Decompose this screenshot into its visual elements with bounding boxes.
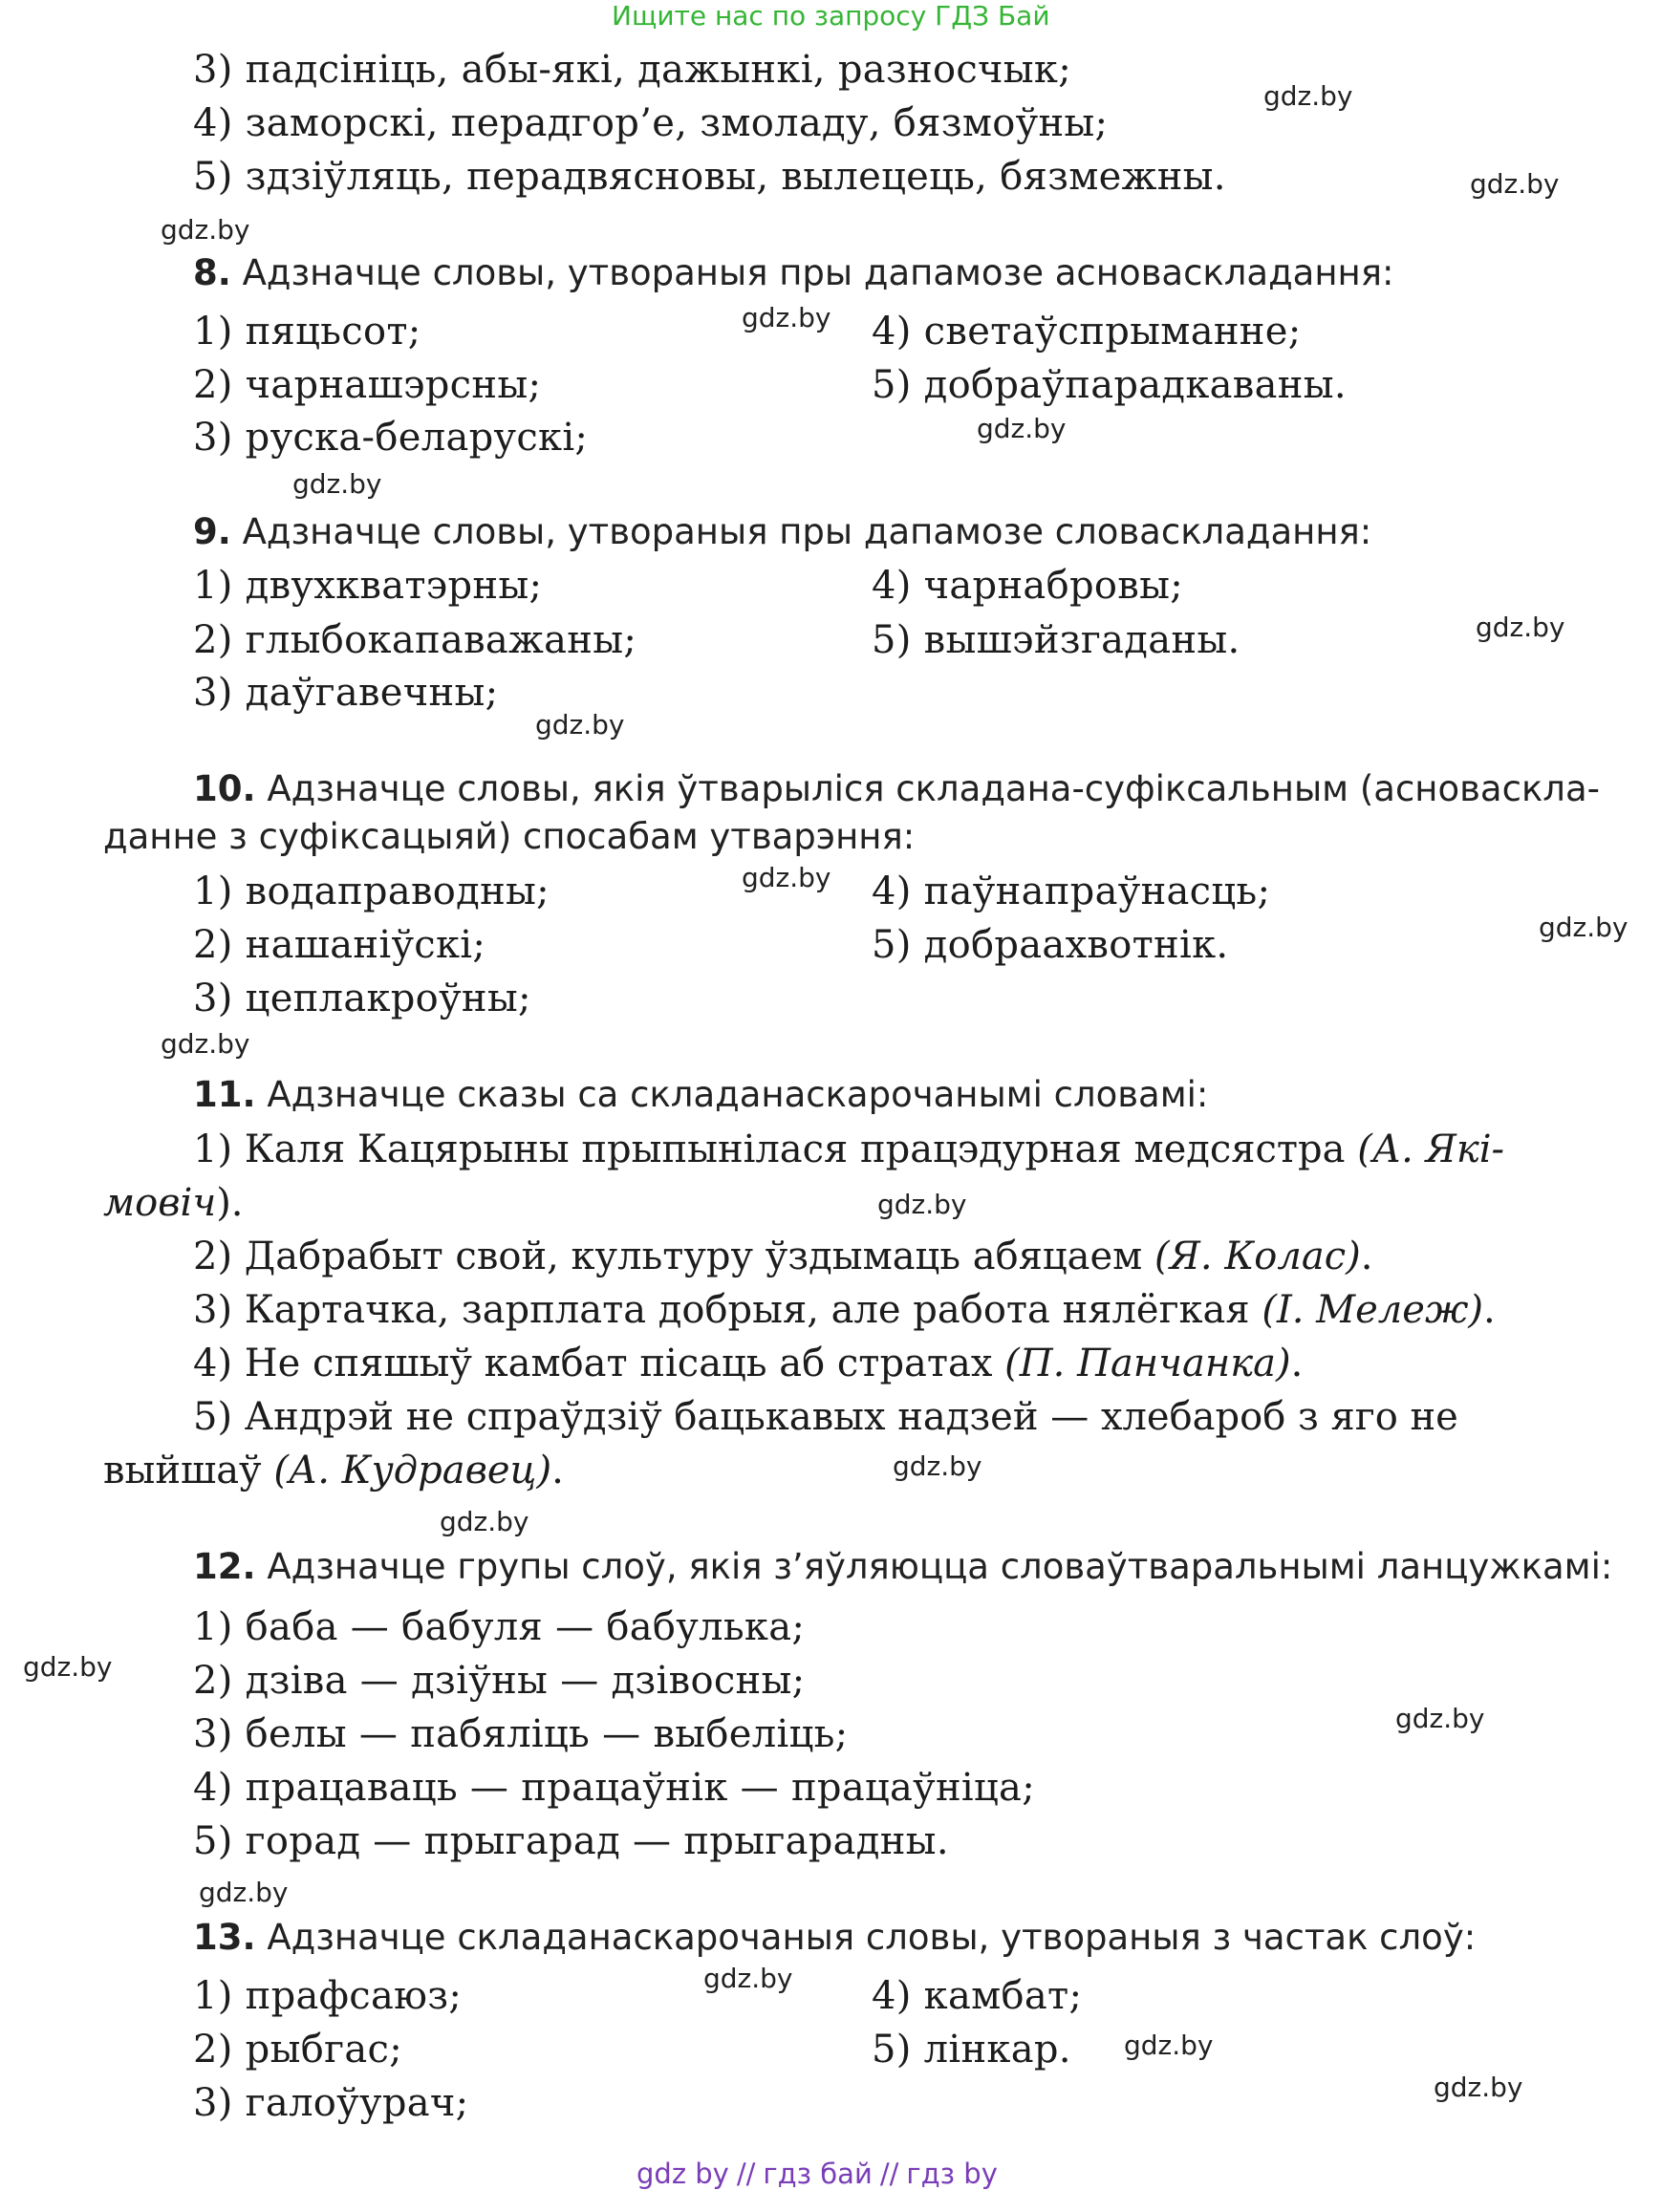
author-citation: (А. Які- <box>1357 1127 1505 1171</box>
question-text: Адзначце сказы са складанаскарочанымі словамі: <box>267 1074 1209 1115</box>
watermark: gdz.by <box>742 302 831 333</box>
sentence-end: . <box>1290 1342 1304 1385</box>
question-number: 10. <box>193 768 256 809</box>
watermark: gdz.by <box>440 1506 529 1537</box>
question-11 <box>193 1074 1208 1115</box>
footer-link-gdz-by-cyr[interactable]: гдз by <box>906 2158 998 2190</box>
question-9 <box>193 511 1371 552</box>
q9-option-4: 4) чарнабровы; <box>872 564 1183 608</box>
author-citation: (А. Кудравец) <box>273 1449 552 1493</box>
question-text: Адзначце словы, якія ўтварыліся складана-суфіксальным (асноваскла- <box>267 768 1600 809</box>
question-text: Адзначце словы, утвораныя пры дапамозе асноваскладання: <box>242 252 1394 293</box>
sentence-4 <box>193 1342 1303 1385</box>
q8-option-1: 1) пяцьсот; <box>193 310 421 354</box>
question-number: 9. <box>193 511 231 552</box>
watermark: gdz.by <box>1434 2072 1523 2103</box>
q9-option-5: 5) вышэйзгаданы. <box>872 618 1240 662</box>
sentence-text: выйшаў <box>103 1449 262 1493</box>
question-10-line-2: данне з суфіксацыяй) спосабам утварэння: <box>103 816 916 857</box>
sentence-end: . <box>1483 1288 1496 1332</box>
q8-option-2: 2) чарнашэрсны; <box>193 363 542 407</box>
watermark: gdz.by <box>1539 912 1629 943</box>
watermark: gdz.by <box>161 1028 250 1060</box>
q10-option-5: 5) добраахвотнік. <box>872 923 1229 967</box>
watermark: gdz.by <box>535 709 625 741</box>
watermark: gdz.by <box>703 1963 793 1994</box>
sentence-3 <box>193 1288 1496 1332</box>
question-13 <box>193 1917 1476 1958</box>
q13-option-5: 5) лінкар. <box>872 2028 1071 2072</box>
watermark: gdz.by <box>199 1877 289 1908</box>
watermark: gdz.by <box>977 413 1067 444</box>
sentence-2 <box>193 1235 1372 1278</box>
sentence-5-line-2 <box>103 1449 564 1493</box>
sentence-end: . <box>551 1449 564 1493</box>
watermark: gdz.by <box>292 468 382 500</box>
question-12 <box>193 1546 1612 1587</box>
q9-option-2: 2) глыбокапаважаны; <box>193 618 637 662</box>
sentence-text: 2) Дабрабыт свой, культуру ўздымаць абяцаем <box>193 1235 1143 1278</box>
q8-option-4: 4) светаўспрыманне; <box>872 310 1302 354</box>
q12-option-1: 1) баба — бабуля — бабулька; <box>193 1605 806 1649</box>
footer-link-gdz-bai[interactable]: гдз бай <box>763 2158 873 2190</box>
watermark: gdz.by <box>1395 1703 1485 1734</box>
top-banner[interactable]: Ищите нас по запросу ГДЗ Бай <box>612 0 1050 32</box>
author-citation: (І. Мележ) <box>1262 1288 1484 1332</box>
watermark: gdz.by <box>1124 2029 1214 2061</box>
option-5: 5) здзіўляць, перадвясновы, вылецець, бязмежны. <box>193 155 1226 199</box>
watermark: gdz.by <box>742 862 831 893</box>
watermark: gdz.by <box>1476 612 1565 643</box>
q9-option-3: 3) даўгавечны; <box>193 671 499 715</box>
question-text: Адзначце складанаскарочаныя словы, утвораныя з частак слоў: <box>267 1917 1477 1958</box>
watermark: gdz.by <box>1470 168 1560 200</box>
watermark: gdz.by <box>893 1450 982 1482</box>
q12-option-4: 4) працаваць — працаўнік — працаўніца; <box>193 1766 1035 1810</box>
q12-option-5: 5) горад — прыгарад — прыгарадны. <box>193 1819 949 1863</box>
sentence-1 <box>193 1127 1504 1171</box>
author-citation: (П. Панчанка) <box>1004 1342 1291 1385</box>
sentence-text: 4) Не спяшыў камбат пісаць аб стратах <box>193 1342 993 1385</box>
q10-option-3: 3) цеплакроўны; <box>193 977 531 1020</box>
q9-option-1: 1) двухкватэрны; <box>193 564 543 608</box>
question-8 <box>193 252 1393 293</box>
question-number: 12. <box>193 1546 256 1587</box>
q8-option-3: 3) руска-беларускі; <box>193 416 589 460</box>
q13-option-2: 2) рыбгас; <box>193 2028 402 2072</box>
question-number: 11. <box>193 1074 256 1115</box>
option-4: 4) заморскі, перадгор’е, змоладу, бязмоўны; <box>193 101 1109 145</box>
sentence-1-line-2 <box>103 1181 244 1225</box>
footer-link-gdz-by[interactable]: gdz by <box>636 2158 729 2190</box>
question-10 <box>193 768 1600 809</box>
question-text: Адзначце словы, утвораныя пры дапамозе словаскладання: <box>242 511 1372 552</box>
footer-links <box>636 2158 998 2190</box>
author-citation: (Я. Колас) <box>1154 1235 1361 1278</box>
watermark: gdz.by <box>1263 80 1353 112</box>
q12-option-2: 2) дзіва — дзіўны — дзівосны; <box>193 1659 806 1703</box>
q13-option-4: 4) камбат; <box>872 1974 1083 2018</box>
watermark: gdz.by <box>23 1651 113 1683</box>
q10-option-1: 1) водаправодны; <box>193 870 550 913</box>
sentence-text: 1) Каля Кацярыны прыпынілася працэдурная медсястра <box>193 1127 1346 1171</box>
author-citation: мовіч <box>103 1181 217 1225</box>
sentence-end: ). <box>216 1181 244 1225</box>
q12-option-3: 3) белы — пабяліць — выбеліць; <box>193 1712 849 1756</box>
watermark: gdz.by <box>877 1189 967 1220</box>
q10-option-2: 2) нашаніўскі; <box>193 923 486 967</box>
q13-option-3: 3) галоўурач; <box>193 2081 469 2125</box>
q13-option-1: 1) прафсаюз; <box>193 1974 463 2018</box>
footer-separator: // <box>736 2158 756 2190</box>
question-number: 8. <box>193 252 231 293</box>
footer-separator: // <box>879 2158 899 2190</box>
sentence-end: . <box>1360 1235 1373 1278</box>
watermark: gdz.by <box>161 214 250 246</box>
question-number: 13. <box>193 1917 256 1958</box>
question-text: Адзначце групы слоў, якія з’яўляюцца словаўтваральнымі ланцужкамі: <box>267 1546 1613 1587</box>
option-3: 3) падсініць, абы-які, дажынкі, разносчык; <box>193 48 1071 92</box>
sentence-5: 5) Андрэй не спраўдзіў бацькавых надзей — хлебароб з яго не <box>193 1395 1458 1439</box>
q8-option-5: 5) добраўпарадкаваны. <box>872 363 1347 407</box>
q10-option-4: 4) паўнапраўнасць; <box>872 870 1271 913</box>
sentence-text: 3) Картачка, зарплата добрыя, але работа нялёгкая <box>193 1288 1250 1332</box>
